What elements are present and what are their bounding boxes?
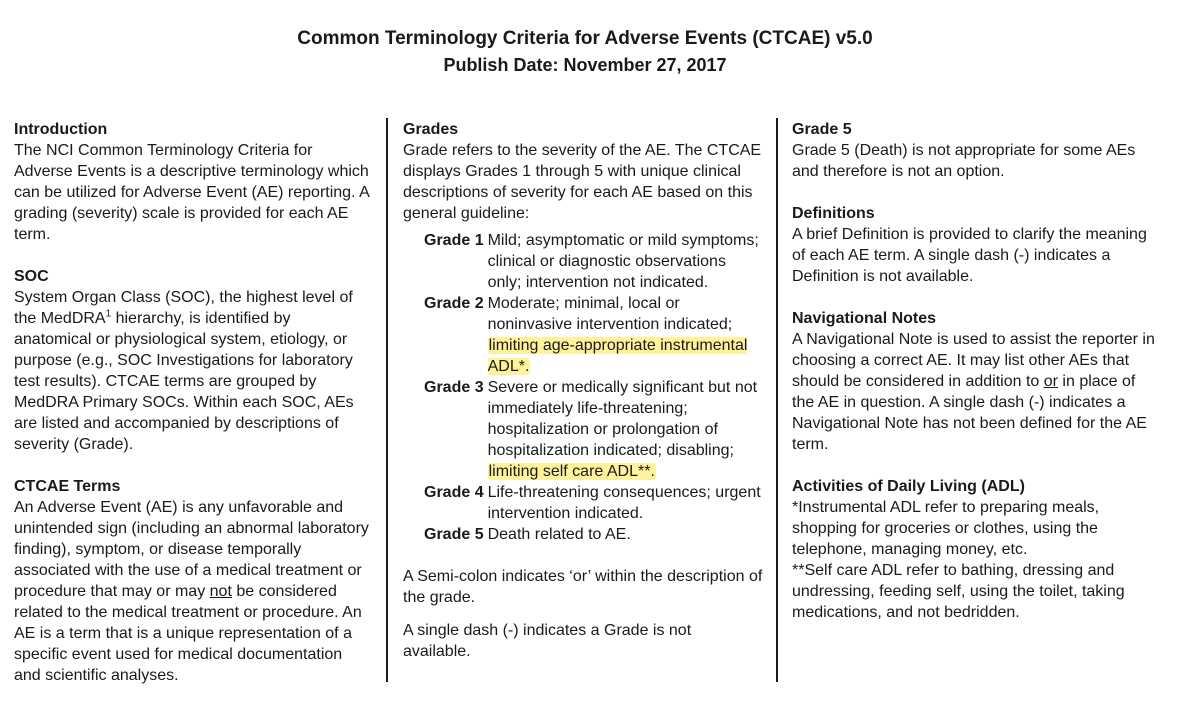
introduction-section [14, 119, 369, 245]
grade-1-text: Mild; asymptomatic or mild symptoms; clinical or diagnostic observations only; intervention not indicated. [487, 232, 759, 291]
grade-5-heading: Grade 5 [792, 121, 852, 138]
navigational-notes-section [792, 308, 1162, 455]
introduction-text: The NCI Common Terminology Criteria for Adverse Events is a descriptive terminology which can be utilized for Adverse Event (AE) reporting. A grading (severity) scale is provided for each AE term. [14, 142, 369, 243]
grade-4-text: Life-threatening consequences; urgent intervention indicated. [487, 484, 761, 522]
grade-5-text: Death related to AE. [487, 526, 631, 543]
column-right [792, 119, 1162, 644]
definitions-section [792, 203, 1162, 287]
soc-section [14, 266, 369, 455]
column-middle [403, 119, 763, 674]
adl-heading: Activities of Daily Living (ADL) [792, 478, 1025, 495]
grade-list [424, 230, 763, 545]
grade-3-item [424, 377, 763, 482]
document-header [0, 26, 1170, 78]
semicolon-note: A Semi-colon indicates ‘or’ within the description of the grade. [403, 568, 763, 606]
grade-4-item [424, 482, 763, 524]
grade-3-highlight: limiting self care ADL**. [488, 463, 655, 480]
grade-5-item [424, 524, 763, 545]
grade-2-highlight: limiting age-appropriate instrumental ADL*. [487, 337, 748, 375]
column-divider-2 [776, 118, 778, 682]
ctcae-terms-heading: CTCAE Terms [14, 478, 121, 495]
column-left [14, 119, 369, 707]
grade-2-item [424, 293, 763, 377]
document-title: Common Terminology Criteria for Adverse Events (CTCAE) v5.0 [297, 28, 873, 49]
grade-5-label: Grade 5 [424, 526, 484, 543]
ctcae-terms-section [14, 476, 369, 686]
grade-3-label: Grade 3 [424, 379, 484, 396]
soc-heading: SOC [14, 268, 49, 285]
grade-1-item [424, 230, 763, 293]
ctcae-terms-text: An Adverse Event (AE) is any unfavorable and unintended sign (including an abnormal laboratory finding), symptom, or disease temporally associated with the use of a medical treatment or procedure that may or may not be considered related to the medical treatment or procedure. An AE is a term that is a unique representation of a specific event used for medical documentation and scientific analyses. [14, 499, 369, 684]
adl-instrumental-text: *Instrumental ADL refer to preparing meals, shopping for groceries or clothes, using the telephone, managing money, etc. [792, 499, 1100, 558]
grade-1-label: Grade 1 [424, 232, 484, 249]
adl-selfcare-text: **Self care ADL refer to bathing, dressing and undressing, feeding self, using the toilet, taking medications, and not bedridden. [792, 562, 1125, 621]
publish-date: Publish Date: November 27, 2017 [443, 55, 727, 75]
grade-2-text: Moderate; minimal, local or noninvasive intervention indicated; limiting age-appropriate instrumental ADL*. [487, 295, 748, 375]
grade-2-label: Grade 2 [424, 295, 484, 312]
footnote-marker: 1 [105, 308, 112, 320]
introduction-heading: Introduction [14, 121, 108, 138]
grade-5-description: Grade 5 (Death) is not appropriate for some AEs and therefore is not an option. [792, 142, 1136, 180]
grade-5-section [792, 119, 1162, 182]
navigational-notes-heading: Navigational Notes [792, 310, 937, 327]
soc-text: System Organ Class (SOC), the highest level of the MedDRA$^1$ hierarchy, is identified by anatomical or physiological system, etiology, or purpose (e.g., SOC Investigations for laboratory test results). CTCAE terms are grouped by MedDRA Primary SOCs. Within each SOC, AEs are listed and accompanied by descriptions of severity (Grade). [14, 289, 354, 453]
definitions-text: A brief Definition is provided to clarify the meaning of each AE term. A single dash (-) indicates a Definition is not available. [792, 226, 1147, 285]
grade-3-text: Severe or medically significant but not immediately life-threatening; hospitalization or prolongation of hospitalization indicated; disabling; limiting self care ADL**. [487, 379, 758, 480]
dash-note: A single dash (-) indicates a Grade is not available. [403, 622, 692, 660]
column-divider-1 [386, 118, 388, 682]
grade-4-label: Grade 4 [424, 484, 484, 501]
adl-section [792, 476, 1162, 623]
definitions-heading: Definitions [792, 205, 875, 222]
grades-text: Grade refers to the severity of the AE. The CTCAE displays Grades 1 through 5 with unique clinical descriptions of severity for each AE based on this general guideline: [403, 142, 762, 222]
grades-heading: Grades [403, 121, 459, 138]
navigational-notes-text: A Navigational Note is used to assist the reporter in choosing a correct AE. It may list other AEs that should be considered in addition to or in place of the AE in question. A single dash (-) indicates a Navigational Note has not been defined for the AE term. [792, 331, 1155, 453]
